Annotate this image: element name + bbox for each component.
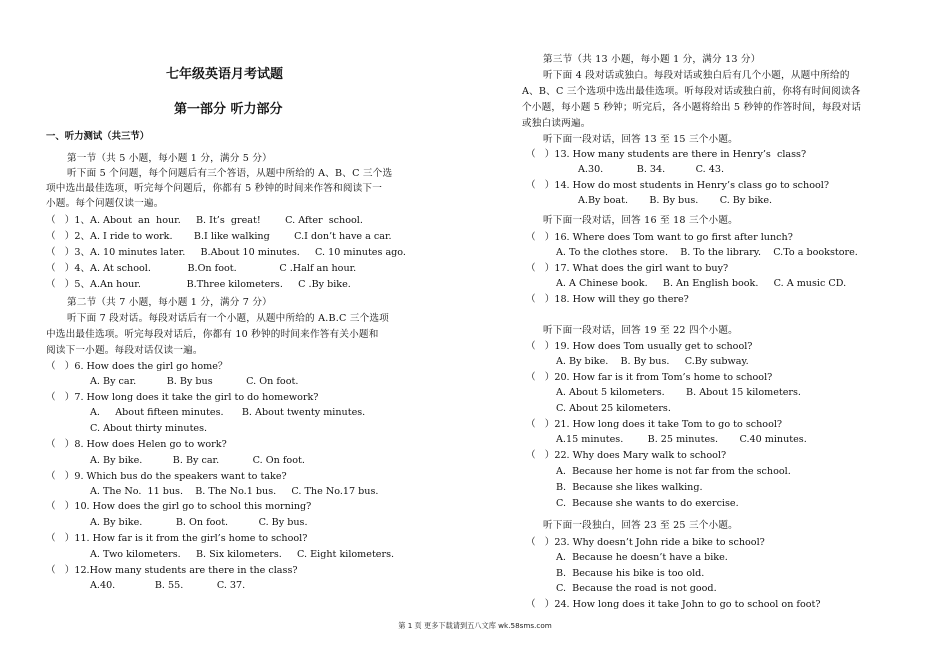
option-23-b: B. Because his bike is too old. bbox=[556, 568, 705, 579]
question-6: （ ）6. How does the girl go home？ bbox=[46, 361, 228, 372]
question-19: （ ）19. How does Tom usually get to school? bbox=[526, 341, 753, 352]
instruction-line: 阅读下一小题。每段对话仅读一遍。 bbox=[46, 345, 203, 356]
question-20: （ ）20. How far is it from Tom’s home to school? bbox=[526, 372, 773, 383]
question-16: （ ）16. Where does Tom want to go first after lunch? bbox=[526, 232, 793, 243]
options-21: A.15 minutes. B. 25 minutes. C.40 minutes. bbox=[556, 434, 807, 445]
instruction-line: A、B、C 三个选项中选出最佳选项。听每段对话或独白前，你将有时间阅读各 bbox=[522, 86, 861, 97]
option-23-a: A. Because he doesn’t have a bike. bbox=[556, 552, 728, 563]
question-21: （ ）21. How long does it take Tom to go to school? bbox=[526, 419, 783, 430]
question-17: （ ）17. What does the girl want to buy? bbox=[526, 263, 729, 274]
question-10: （ ）10. How does the girl go to school this morning? bbox=[46, 501, 312, 512]
question-23: （ ）23. Why doesn’t John ride a bike to school? bbox=[526, 537, 765, 548]
question-1: （ ）1、A. About an hour. B. It’s great! C. After school. bbox=[46, 215, 363, 226]
options-16: A. To the clothes store. B. To the library. C.To a bookstore. bbox=[556, 247, 858, 258]
section-1-heading: 第一节（共 5 小题，每小题 1 分，满分 5 分） bbox=[67, 153, 272, 164]
question-9: （ ）9. Which bus do the speakers want to take? bbox=[46, 471, 287, 482]
instruction-line: 听下面 4 段对话或独白。每段对话或独白后有几个小题，从题中所给的 bbox=[543, 70, 850, 81]
question-5: （ ）5、A.An hour. B.Three kilometers. C .By bike. bbox=[46, 279, 351, 290]
group-heading-23-25: 听下面一段独白，回答 23 至 25 三个小题。 bbox=[543, 520, 738, 531]
section-heading: 一、听力测试（共三节） bbox=[46, 131, 150, 142]
options-14: A.By boat. B. By bus. C. By bike. bbox=[578, 195, 773, 206]
question-2: （ ）2、A. I ride to work. B.I like walking C.I don’t have a car. bbox=[46, 231, 392, 242]
instruction-line: 中选出最佳选项。听完每段对话后，你都有 10 秒钟的时间来作答有关小题和 bbox=[46, 329, 379, 340]
question-13: （ ）13. How many students are there in Henry’s class? bbox=[526, 149, 807, 160]
question-14: （ ）14. How do most students in Henry’s class go to school? bbox=[526, 180, 829, 191]
option-22-a: A. Because her home is not far from the school. bbox=[556, 466, 791, 477]
instruction-line: 个小题，每小题 5 秒钟；听完后，各小题将给出 5 秒钟的作答时间，每段对话 bbox=[522, 102, 862, 113]
group-heading-19-22: 听下面一段对话，回答 19 至 22 四个小题。 bbox=[543, 325, 738, 336]
question-8: （ ）8. How does Helen go to work? bbox=[46, 439, 227, 450]
page-footer: 第 1 页 更多下载请到五八文库 wk.58sms.com bbox=[398, 621, 552, 630]
options-19: A. By bike. B. By bus. C.By subway. bbox=[556, 356, 749, 367]
question-12: （ ）12.How many students are there in the class? bbox=[46, 565, 298, 576]
part-title: 第一部分 听力部分 bbox=[174, 102, 283, 117]
instruction-line: 听下面 5 个问题，每个问题后有三个答语，从题中所给的 A、B、C 三个选 bbox=[67, 168, 393, 179]
instruction-line: 项中选出最佳选项，听完每个问题后，你都有 5 秒钟的时间来作答和阅读下一 bbox=[46, 183, 382, 194]
options-17: A. A Chinese book. B. An English book. C. A music CD. bbox=[556, 278, 847, 289]
instruction-line: 听下面 7 段对话。每段对话后有一个小题，从题中所给的 A.B.C 三个选项 bbox=[67, 313, 389, 324]
option-23-c: C. Because the road is not good. bbox=[556, 583, 717, 594]
question-3: （ ）3、A. 10 minutes later. B.About 10 minutes. C. 10 minutes ago. bbox=[46, 247, 406, 258]
section-3-heading: 第三节（共 13 小题，每小题 1 分，满分 13 分） bbox=[543, 54, 761, 65]
section-2-heading: 第二节（共 7 小题，每小题 1 分，满分 7 分） bbox=[67, 297, 272, 308]
options-9: A. The No. 11 bus. B. The No.1 bus. C. The No.17 bus. bbox=[90, 486, 379, 497]
instruction-line: 小题。每个问题仅读一遍。 bbox=[46, 198, 164, 209]
question-18: （ ）18. How will they go there? bbox=[526, 294, 689, 305]
exam-title: 七年级英语月考试题 bbox=[166, 67, 284, 82]
question-24: （ ）24. How long does it take John to go to school on foot? bbox=[526, 599, 821, 610]
group-heading-16-18: 听下面一段对话，回答 16 至 18 三个小题。 bbox=[543, 215, 738, 226]
options-7-c: C. About thirty minutes. bbox=[90, 423, 208, 434]
options-11: A. Two kilometers. B. Six kilometers. C. Eight kilometers. bbox=[90, 549, 395, 560]
question-11: （ ）11. How far is it from the girl’s home to school? bbox=[46, 533, 308, 544]
instruction-line: 或独白读两遍。 bbox=[522, 118, 591, 129]
options-12: A.40. B. 55. C. 37. bbox=[90, 580, 246, 591]
options-10: A. By bike. B. On foot. C. By bus. bbox=[90, 517, 308, 528]
options-13: A.30. B. 34. C. 43. bbox=[578, 164, 725, 175]
question-4: （ ）4、A. At school. B.On foot. C .Half an hour. bbox=[46, 263, 357, 274]
options-8: A. By bike. B. By car. C. On foot. bbox=[90, 455, 305, 466]
option-22-c: C. Because she wants to do exercise. bbox=[556, 498, 739, 509]
options-7: A. About fifteen minutes. B. About twenty minutes. bbox=[90, 407, 366, 418]
option-22-b: B. Because she likes walking. bbox=[556, 482, 703, 493]
options-20-c: C. About 25 kilometers. bbox=[556, 403, 671, 414]
options-6: A. By car. B. By bus C. On foot. bbox=[90, 376, 299, 387]
question-22: （ ）22. Why does Mary walk to school? bbox=[526, 450, 727, 461]
options-20: A. About 5 kilometers. B. About 15 kilometers. bbox=[556, 387, 801, 398]
question-7: （ ）7. How long does it take the girl to do homework? bbox=[46, 392, 319, 403]
group-heading-13-15: 听下面一段对话，回答 13 至 15 三个小题。 bbox=[543, 134, 738, 145]
